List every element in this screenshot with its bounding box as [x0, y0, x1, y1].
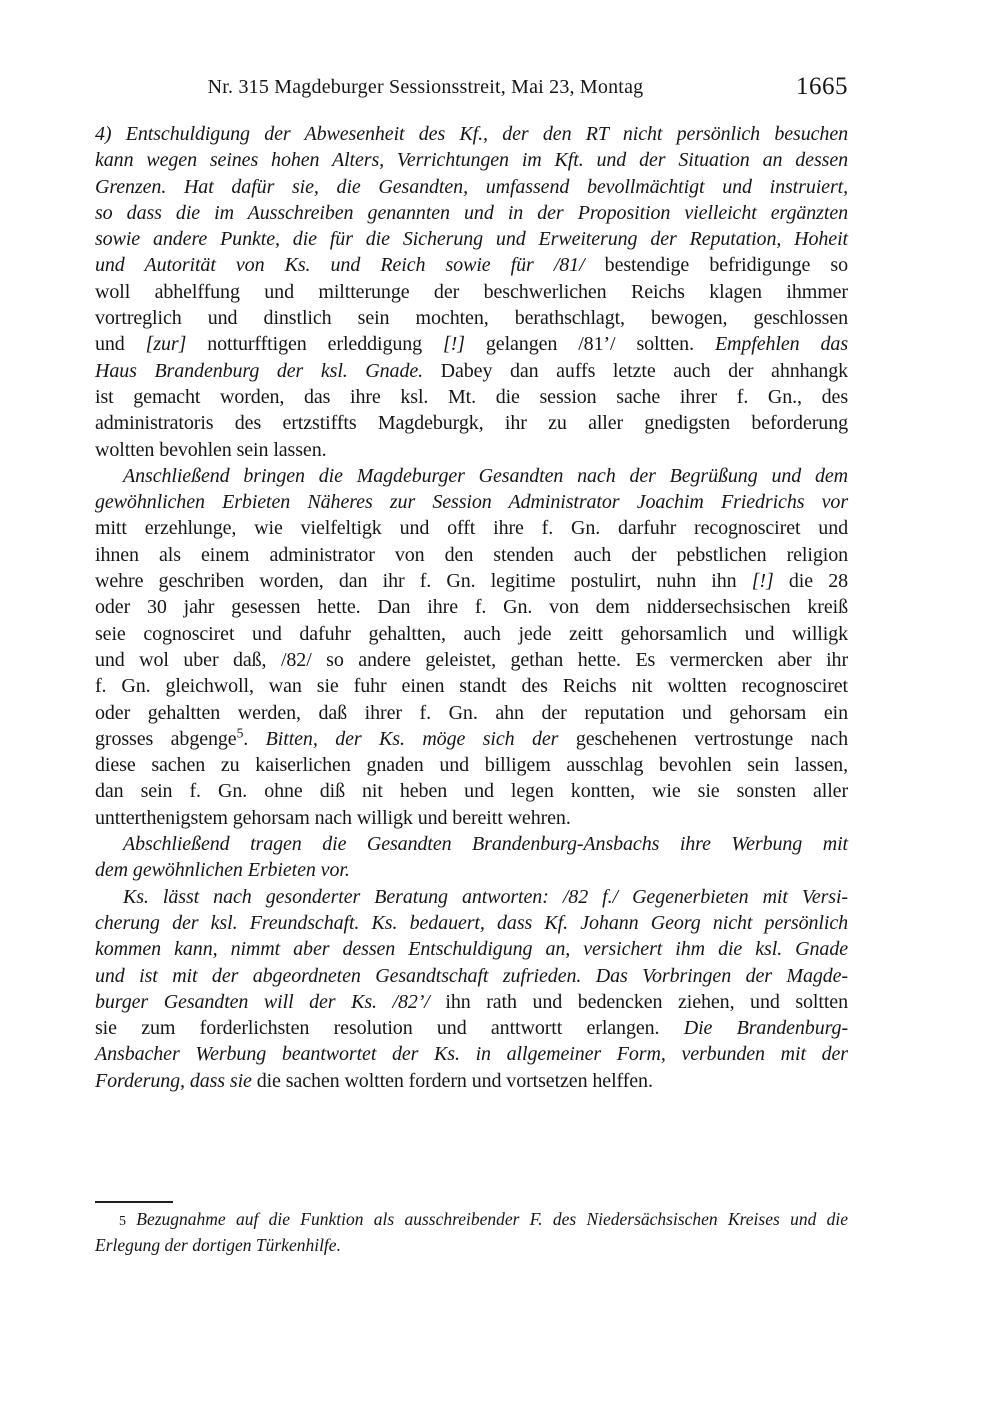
text-line [95, 1233, 848, 1259]
italic-text: Forderung, dass sie [95, 1069, 257, 1092]
body-text [95, 121, 848, 1094]
roman-text: Dabey dan auffs letzte auch der ahnhangk [440, 359, 848, 382]
italic-text: Anschließend bringen die Magdeburger Gesandten nach der Begrüßung und dem [123, 464, 848, 487]
footnote-marker: 5 [236, 725, 244, 741]
paragraph [95, 121, 848, 463]
text-line [95, 621, 848, 647]
italic-text: kommen kann, nimmt aber dessen Entschuldigung an, versichert ihm die ksl. Gnade [95, 938, 848, 961]
text-line [95, 594, 848, 620]
roman-text: wehre geschriben worden, dan ihr f. Gn. legitime postulirt, nuhn ihn [95, 570, 752, 593]
roman-text: sie zum forderlichsten resolution und anttwortt erlangen. [95, 1017, 684, 1040]
paragraph [95, 1207, 848, 1258]
text-line [95, 305, 848, 331]
roman-text: dan sein f. Gn. ohne diß nit heben und legen kontten, wie sie sonsten aller [95, 780, 848, 803]
roman-text: woltten bevohlen sein lassen. [95, 438, 327, 461]
text-line [95, 174, 848, 200]
header-title: Nr. 315 Magdeburger Sessionsstreit, Mai 23, Montag [207, 76, 644, 98]
footnote-text [95, 1207, 848, 1258]
text-line [95, 673, 848, 699]
text-line [95, 647, 848, 673]
roman-text: seie cognosciret und dafuhr gehaltten, auch jede zeitt gehorsamlich und willigk [95, 622, 848, 645]
italic-text: und ist mit der abgeordneten Gesandtschaft zufrieden. Das Vorbringen der Magde- [95, 964, 848, 987]
roman-text: ihnen als einem administrator von den stenden auch der pebstlichen religion [95, 543, 848, 566]
italic-text: Bitten, der Ks. möge sich der [265, 727, 576, 750]
text-line [95, 700, 848, 726]
text-line [95, 1041, 848, 1067]
italic-text: Ansbacher Werbung beantwortet der Ks. in allgemeiner Form, verbunden mit der [95, 1043, 848, 1066]
text-line [95, 568, 848, 594]
italic-text: Erlegung der dortigen Türkenhilfe. [95, 1234, 341, 1255]
italic-text: so dass die im Ausschreiben genannten und in der Proposition vielleicht ergänzten [95, 201, 848, 224]
paragraph [95, 831, 848, 884]
text-line [95, 437, 848, 463]
italic-text: Empfehlen das [714, 333, 848, 356]
text-line [95, 726, 848, 752]
paragraph [95, 884, 848, 1094]
roman-text: geschehenen vertrostunge nach [575, 727, 848, 750]
roman-text: grosses abgenge [95, 727, 237, 750]
text-line [95, 752, 848, 778]
text-line [95, 910, 848, 936]
text-line [95, 963, 848, 989]
text-line [95, 805, 848, 831]
text-line [95, 384, 848, 410]
text-line [95, 778, 848, 804]
roman-text: und wol uber daß, /82/ so andere geleistet, gethan hette. Es vermercken aber ihr [95, 648, 848, 671]
italic-text: Abschließend tragen die Gesandten Brandenburg-Ansbachs ihre Werbung mit [123, 833, 848, 856]
roman-text: notturfftigen erleddigung [207, 333, 443, 356]
italic-text: [!] [443, 333, 486, 356]
italic-text: Ks. lässt nach gesonderter Beratung antworten: /82 f./ Gegenerbieten mit Versi- [123, 885, 848, 908]
roman-text: und [95, 333, 146, 356]
text-line [95, 252, 848, 278]
italic-text: Grenzen. Hat dafür sie, die Gesandten, umfassend bevollmächtigt und instruiert, [95, 175, 848, 198]
italic-text: [!] [751, 570, 789, 593]
roman-text: oder gehaltten werden, daß ihrer f. Gn. ahn der reputation und gehorsam ein [95, 701, 848, 724]
paragraph [95, 463, 848, 831]
italic-text: gewöhnlichen Erbieten Näheres zur Session Administrator Joachim Friedrichs vor [95, 491, 848, 514]
italic-text: sowie andere Punkte, die für die Sicherung und Erweiterung der Reputation, Hoheit [95, 228, 848, 251]
text-line [95, 1068, 848, 1094]
text-line [95, 358, 848, 384]
text-line [95, 331, 848, 357]
text-line [95, 226, 848, 252]
italic-text: 4) Entschuldigung der Abwesenheit des Kf., der den RT nicht persönlich besuchen [95, 123, 848, 145]
text-line [95, 989, 848, 1015]
text-line [95, 410, 848, 436]
italic-text: cherung der ksl. Freundschaft. Ks. bedauert, dass Kf. Johann Georg nicht persönlich [95, 911, 848, 934]
roman-text: mitt erzehlunge, wie vielfeltigk und offt ihre f. Gn. darfuhr recognosciret und [95, 517, 848, 540]
italic-text: kann wegen seines hohen Alters, Verrichtungen im Kft. und der Situation an dessen [95, 149, 848, 172]
roman-text: die 28 [788, 570, 849, 593]
roman-text: ihn rath und bedencken ziehen, und soltten [445, 990, 848, 1013]
text-line [95, 936, 848, 962]
roman-text: administratoris des ertzstiffts Magdeburgk, ihr zu aller gnedigsten beforderung [95, 412, 848, 435]
text-line [95, 463, 848, 489]
text-line [95, 542, 848, 568]
roman-text: diese sachen zu kaiserlichen gnaden und billigem ausschlag bevohlen sein lassen, [95, 754, 848, 777]
roman-text: bestendige befridigunge so [604, 254, 849, 277]
roman-text: die sachen woltten fordern und vortsetzen helffen. [256, 1069, 653, 1092]
running-header [95, 73, 848, 104]
text-line [95, 279, 848, 305]
page-number: 1665 [796, 73, 848, 100]
text-line [95, 857, 848, 883]
roman-text: f. Gn. gleichwoll, wan sie fuhr einen standt des Reichs nit woltten recognosciret [95, 675, 848, 698]
italic-text: Haus Brandenburg der ksl. Gnade. [95, 359, 441, 382]
text-line [95, 831, 848, 857]
roman-text: untterthenigstem gehorsam nach willigk und bereitt wehren. [95, 806, 571, 829]
roman-text: vortreglich und dinstlich sein mochten, berathschlagt, bewogen, geschlossen [95, 307, 848, 330]
footnote-rule [95, 1201, 173, 1203]
roman-text: gelangen /81’/ soltten. [485, 333, 715, 356]
text-line [95, 147, 848, 173]
text-line [95, 200, 848, 226]
roman-text: woll abhelffung und miltterunge der beschwerlichen Reichs klagen ihmmer [95, 280, 848, 303]
text-line [95, 1015, 848, 1041]
text-line [95, 884, 848, 910]
italic-text: Bezugnahme auf die Funktion als ausschreibender F. des Niedersächsischen Kreises und die [126, 1209, 848, 1229]
text-line [95, 515, 848, 541]
italic-text: und Autorität von Ks. und Reich sowie für /81/ [95, 254, 605, 277]
footnote-marker: 5 [119, 1214, 126, 1229]
italic-text: Die Brandenburg- [683, 1017, 849, 1040]
italic-text: dem gewöhnlichen Erbieten vor. [95, 859, 350, 882]
roman-text: . [243, 727, 266, 750]
text-line [95, 121, 848, 147]
italic-text: [zur] [145, 333, 208, 356]
text-line [95, 489, 848, 515]
text-line [95, 1207, 848, 1233]
roman-text: ist gemacht worden, das ihre ksl. Mt. die session sache ihrer f. Gn., des [95, 385, 848, 408]
roman-text: oder 30 jahr gesessen hette. Dan ihre f. Gn. von dem niddersechsischen kreiß [95, 596, 848, 619]
italic-text: burger Gesandten will der Ks. /82’/ [95, 990, 446, 1013]
